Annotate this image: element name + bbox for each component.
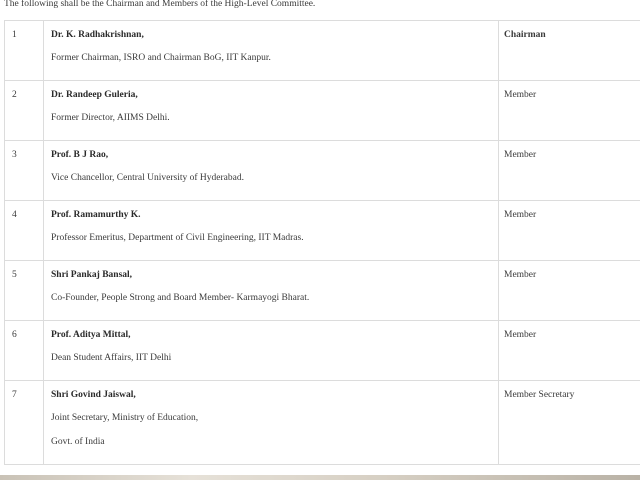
bottom-edge-strip [0, 475, 640, 480]
member-designation: Former Chairman, ISRO and Chairman BoG, IIT Kanpur. [51, 53, 271, 63]
table-row [5, 381, 640, 465]
member-designation: Vice Chancellor, Central University of Hyderabad. [51, 173, 244, 183]
member-details [44, 201, 499, 261]
member-details [44, 21, 499, 81]
table-row [5, 321, 640, 381]
member-details [44, 141, 499, 201]
member-designation: Dean Student Affairs, IIT Delhi [51, 353, 172, 363]
serial-number: 4 [5, 201, 44, 261]
serial-number: 5 [5, 261, 44, 321]
member-designation: Former Director, AIIMS Delhi. [51, 113, 170, 123]
serial-number: 1 [5, 21, 44, 81]
member-name: Dr. Randeep Guleria, [51, 90, 138, 100]
table-row [5, 21, 640, 81]
member-role: Member Secretary [499, 381, 640, 465]
table-row [5, 81, 640, 141]
member-name: Prof. B J Rao, [51, 150, 109, 160]
committee-table [4, 20, 640, 465]
member-role: Chairman [499, 21, 640, 81]
member-name: Shri Pankaj Bansal, [51, 270, 133, 280]
member-details [44, 381, 499, 465]
member-role: Member [499, 141, 640, 201]
member-name: Shri Govind Jaiswal, [51, 390, 136, 400]
member-details [44, 81, 499, 141]
serial-number: 7 [5, 381, 44, 465]
serial-number: 2 [5, 81, 44, 141]
member-role: Member [499, 261, 640, 321]
table-row [5, 201, 640, 261]
member-role: Member [499, 81, 640, 141]
member-designation: Professor Emeritus, Department of Civil Engineering, IIT Madras. [51, 233, 304, 243]
member-role: Member [499, 321, 640, 381]
member-designation-continued: Govt. of India [51, 437, 105, 447]
member-name: Dr. K. Radhakrishnan, [51, 30, 144, 40]
member-designation: Joint Secretary, Ministry of Education, [51, 413, 199, 423]
intro-text: The following shall be the Chairman and Members of the High-Level Committee. [4, 0, 316, 9]
committee-table-body [5, 21, 640, 465]
member-role: Member [499, 201, 640, 261]
member-details [44, 261, 499, 321]
table-row [5, 141, 640, 201]
member-name: Prof. Ramamurthy K. [51, 210, 141, 220]
table-row [5, 261, 640, 321]
member-details [44, 321, 499, 381]
member-designation: Co-Founder, People Strong and Board Member- Karmayogi Bharat. [51, 293, 310, 303]
serial-number: 6 [5, 321, 44, 381]
member-name: Prof. Aditya Mittal, [51, 330, 131, 340]
serial-number: 3 [5, 141, 44, 201]
